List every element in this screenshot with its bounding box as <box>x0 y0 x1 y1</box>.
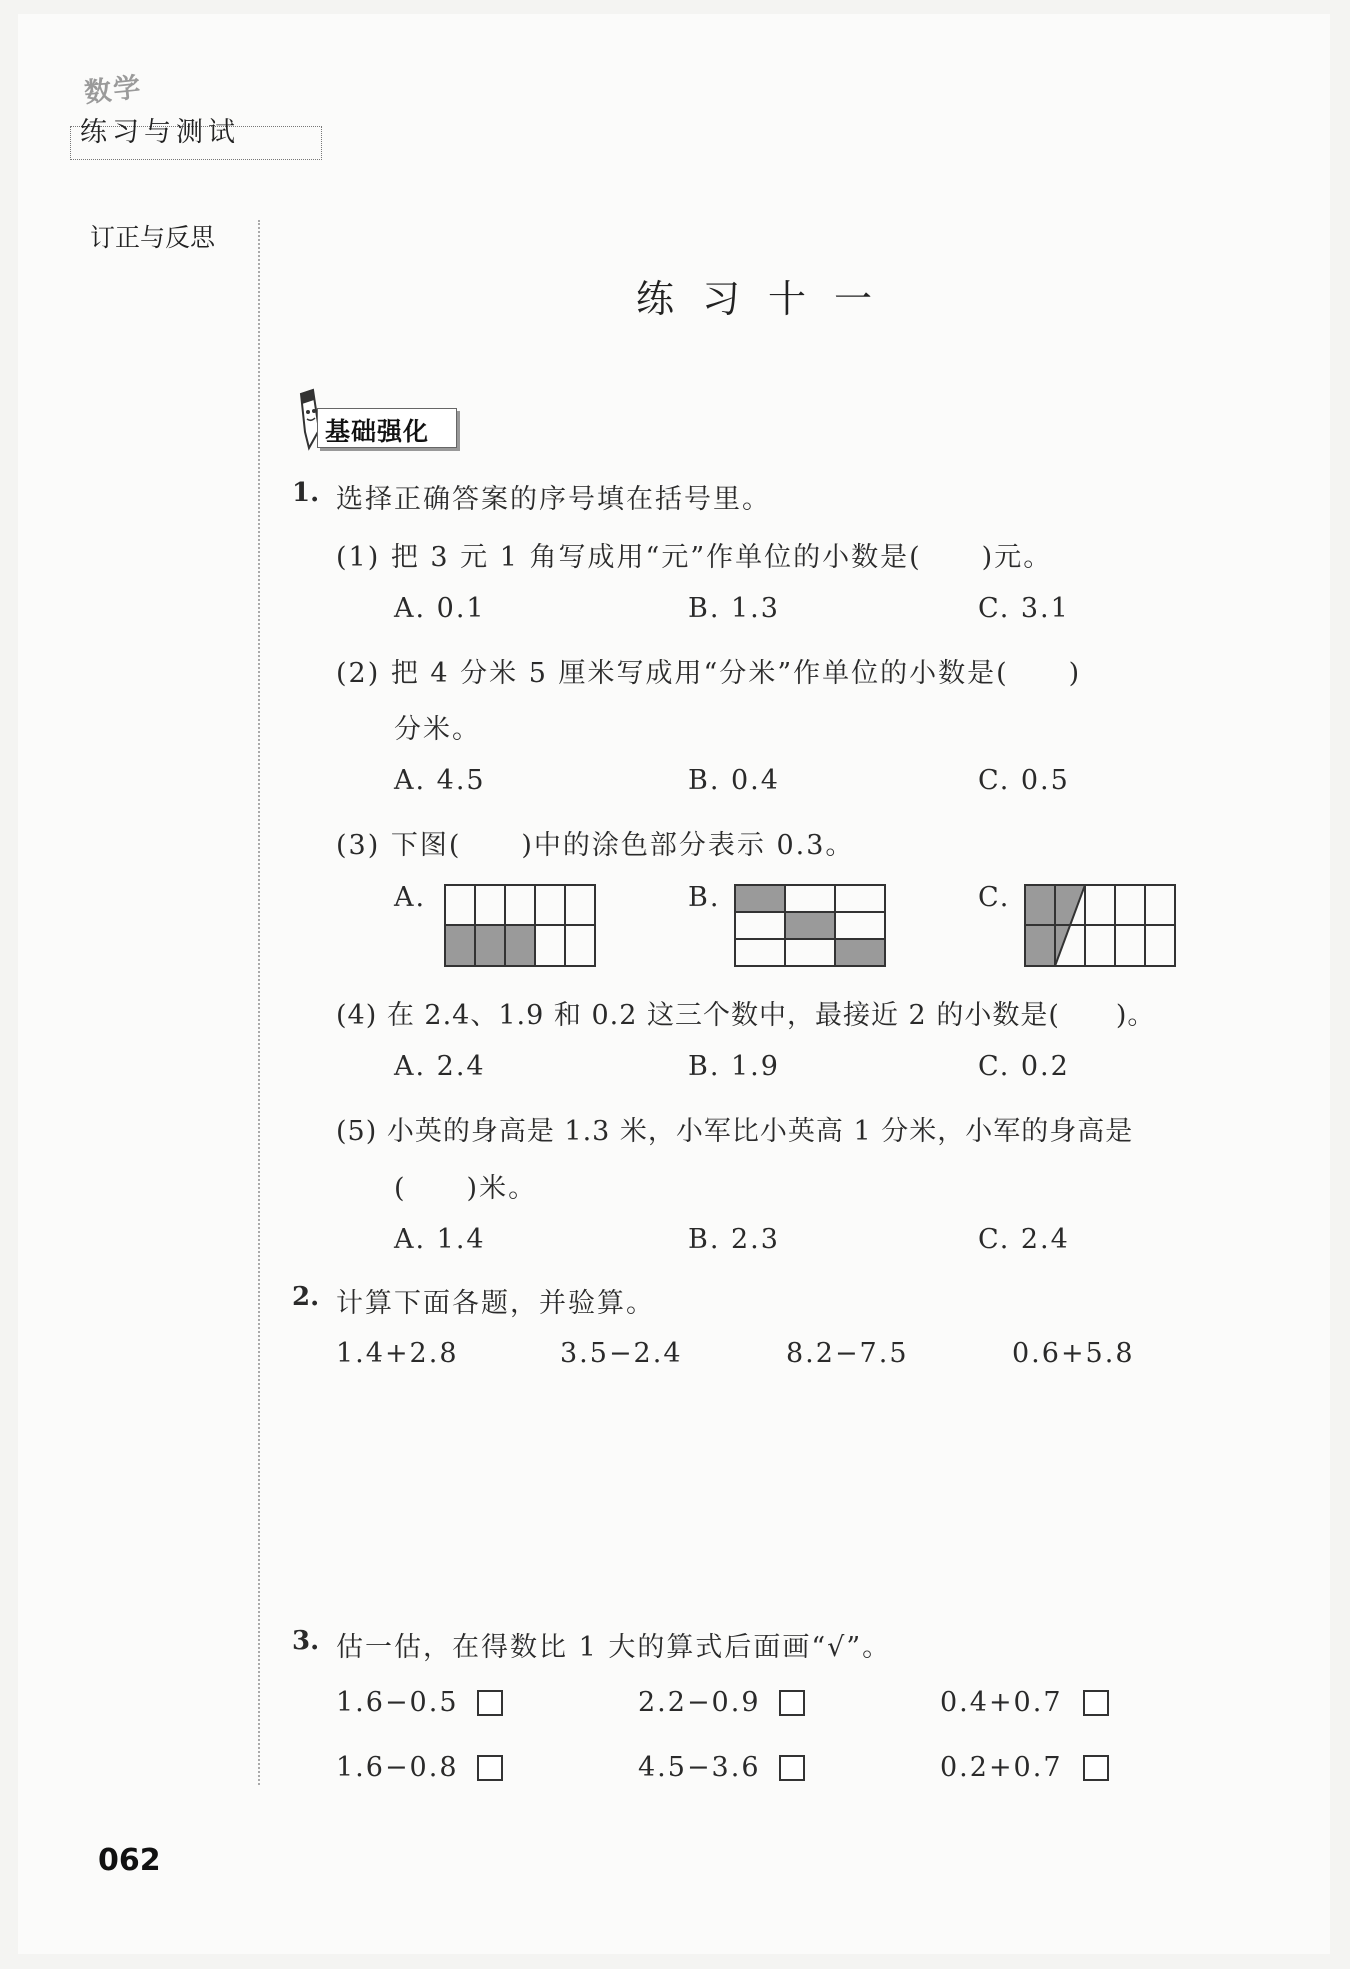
q1-p5-line1: (5) 小英的身高是 1.3 米，小军比小英高 1 分米，小军的身高是 <box>336 1116 1134 1147</box>
option: C. 2.4 <box>978 1224 1070 1255</box>
check-box[interactable] <box>779 1690 805 1716</box>
q2-text: 计算下面各题，并验算。 <box>336 1288 655 1319</box>
q3-text: 估一估，在得数比 1 大的算式后面画“√”。 <box>336 1632 892 1663</box>
option: B. 1.3 <box>688 593 780 624</box>
figure-b <box>734 884 888 968</box>
q1-p3 <box>336 823 854 862</box>
q1-p4-tail: )。 <box>1115 1000 1156 1031</box>
figure-label-a: A. <box>394 882 427 913</box>
q1-number: 1. <box>292 478 320 508</box>
q2-number: 2. <box>292 1282 320 1312</box>
section-label: 基础强化 <box>325 417 430 446</box>
subject-logo: 数学 <box>82 72 144 109</box>
q1-p4-text: (4) 在 2.4、1.9 和 0.2 这三个数中，最接近 2 的小数是( <box>336 1000 1060 1031</box>
check-box[interactable] <box>477 1755 503 1781</box>
option: A. 4.5 <box>394 765 486 796</box>
calc-item: 3.5−2.4 <box>560 1338 683 1369</box>
option: C. 0.5 <box>978 765 1070 796</box>
calc-item: 0.6+5.8 <box>1012 1338 1135 1369</box>
estimate-item: 4.5−3.6 <box>638 1752 761 1783</box>
figure-label-c: C. <box>978 882 1011 913</box>
q1-p1-tail: )元。 <box>981 542 1053 573</box>
page-number: 062 <box>98 1843 161 1878</box>
estimate-item: 0.2+0.7 <box>940 1752 1063 1783</box>
figure-label-b: B. <box>688 882 721 913</box>
calc-item: 8.2−7.5 <box>786 1338 909 1369</box>
estimate-item: 2.2−0.9 <box>638 1687 761 1718</box>
q1-p2-tail: ) <box>1068 658 1082 689</box>
figure-a <box>444 884 598 968</box>
q1-p2-line2: 分米。 <box>394 714 481 745</box>
check-box[interactable] <box>1083 1690 1109 1716</box>
q3-number: 3. <box>292 1626 320 1656</box>
q1-p5-tail: )米。 <box>466 1173 538 1204</box>
estimate-item: 1.6−0.8 <box>336 1752 459 1783</box>
q1-p2 <box>336 651 1081 690</box>
page-title: 练习十一 <box>636 277 901 321</box>
book-title: 练习与测试 <box>80 117 240 148</box>
option: A. 1.4 <box>394 1224 486 1255</box>
margin-divider <box>258 220 260 1785</box>
check-box[interactable] <box>779 1755 805 1781</box>
q1-p2-text: (2) 把 4 分米 5 厘米写成用“分米”作单位的小数是( <box>336 658 1009 689</box>
estimate-item: 0.4+0.7 <box>940 1687 1063 1718</box>
q1-p1 <box>336 535 1052 574</box>
margin-label: 订正与反思 <box>90 223 216 252</box>
q1-p1-text: (1) 把 3 元 1 角写成用“元”作单位的小数是( <box>336 542 922 573</box>
option: A. 2.4 <box>394 1051 486 1082</box>
q1-p3-tail: )中的涂色部分表示 0.3。 <box>521 830 855 861</box>
option: A. 0.1 <box>394 593 486 624</box>
figure-c <box>1024 884 1178 968</box>
option: B. 2.3 <box>688 1224 780 1255</box>
estimate-item: 1.6−0.5 <box>336 1687 459 1718</box>
option: C. 0.2 <box>978 1051 1070 1082</box>
paren-open: ( <box>394 1173 407 1204</box>
q1-text: 选择正确答案的序号填在括号里。 <box>336 484 771 515</box>
q1-p5-line2 <box>394 1166 537 1205</box>
q1-p4 <box>336 993 1155 1032</box>
check-box[interactable] <box>1083 1755 1109 1781</box>
option: C. 3.1 <box>978 593 1070 624</box>
check-box[interactable] <box>477 1690 503 1716</box>
q1-p3-text: (3) 下图( <box>336 830 462 861</box>
option: B. 0.4 <box>688 765 780 796</box>
calc-item: 1.4+2.8 <box>336 1338 459 1369</box>
option: B. 1.9 <box>688 1051 780 1082</box>
